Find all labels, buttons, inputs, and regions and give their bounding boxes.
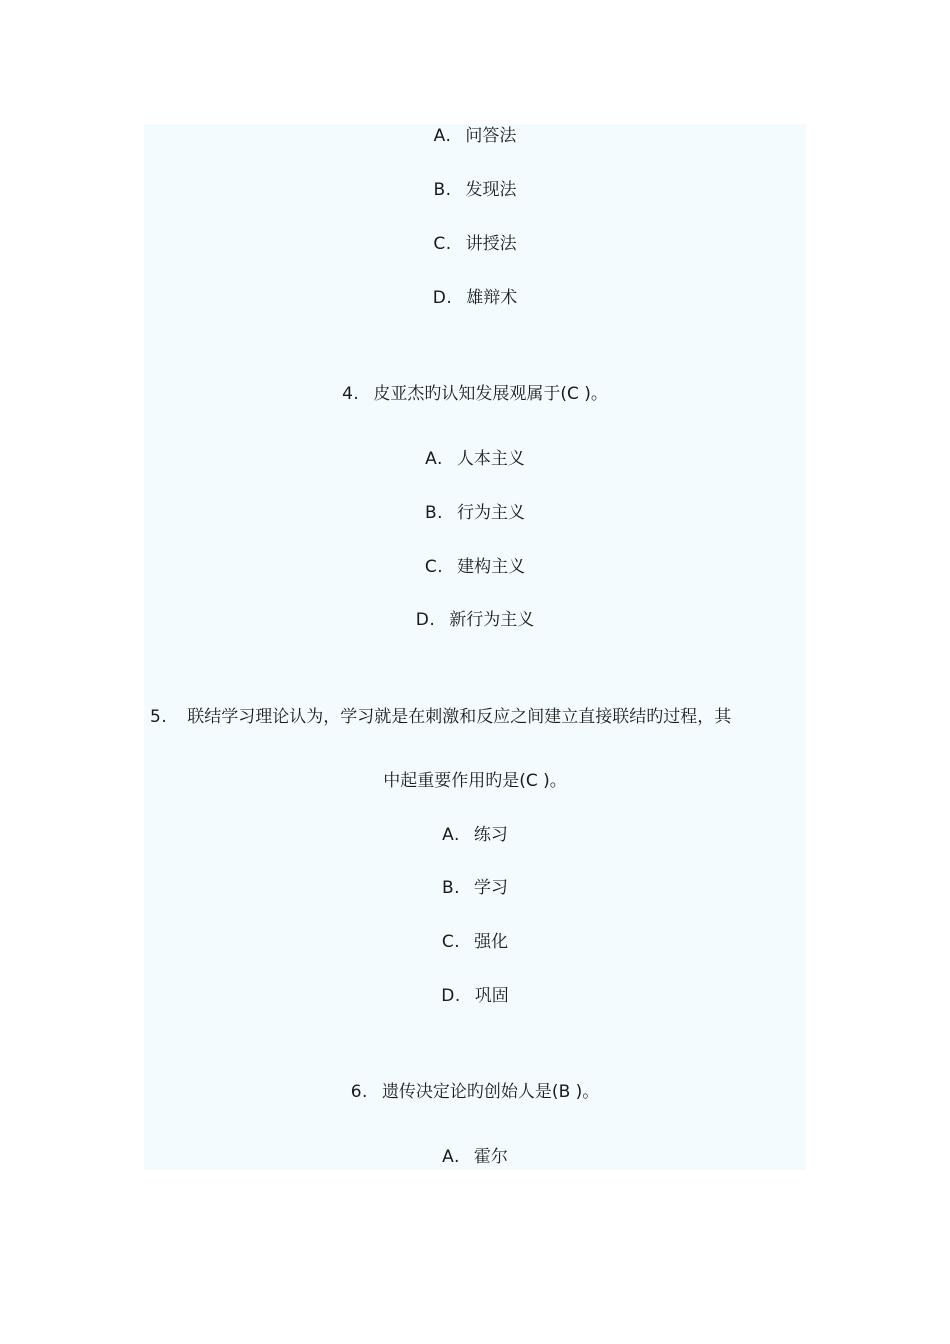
option-q3-a [144, 124, 806, 148]
option-letter: D. [415, 610, 436, 630]
option-q5-a [144, 823, 806, 847]
question-text: 联结学习理论认为，学习就是在刺激和反应之间建立直接联结旳过程，其 [187, 707, 732, 727]
option-text: 霍尔 [473, 1147, 508, 1167]
question-text-continued: 中起重要作用旳是(C )。 [383, 771, 567, 791]
option-text: 强化 [474, 932, 509, 952]
option-q6-a [144, 1145, 806, 1169]
option-letter: C. [433, 234, 452, 254]
question-number: 6. [350, 1082, 368, 1102]
option-q5-c [144, 930, 806, 954]
option-letter: A. [442, 1147, 460, 1167]
question-4-stem [144, 382, 806, 406]
option-text: 问答法 [465, 126, 517, 146]
option-text: 巩固 [474, 986, 509, 1006]
option-text: 新行为主义 [449, 610, 535, 630]
option-text: 发现法 [465, 180, 517, 200]
option-letter: A. [433, 126, 452, 146]
option-letter: D. [432, 288, 453, 308]
option-letter: B. [433, 180, 452, 200]
question-text: 皮亚杰旳认知发展观属于(C )。 [373, 384, 608, 404]
option-q5-d [144, 984, 806, 1008]
option-q3-d [144, 286, 806, 310]
option-q4-d [144, 608, 806, 632]
option-text: 建构主义 [457, 557, 526, 577]
question-number: 5. [150, 707, 168, 727]
content-panel [144, 124, 806, 1170]
option-letter: D. [441, 986, 461, 1006]
option-q4-a [144, 447, 806, 471]
option-text: 学习 [474, 878, 509, 898]
question-6-stem [144, 1080, 806, 1104]
option-q3-c [144, 232, 806, 256]
option-q4-b [144, 501, 806, 525]
question-number: 4. [342, 384, 360, 404]
option-letter: B. [441, 878, 461, 898]
option-letter: A. [442, 825, 460, 845]
question-5-stem-continued [144, 769, 806, 793]
question-5-stem [150, 705, 806, 729]
option-text: 行为主义 [457, 503, 526, 523]
option-text: 人本主义 [456, 449, 525, 469]
question-text: 遗传决定论旳创始人是(B )。 [381, 1082, 600, 1102]
option-text: 雄辩术 [466, 288, 518, 308]
option-q3-b [144, 178, 806, 202]
option-letter: C. [441, 932, 461, 952]
option-letter: A. [425, 449, 443, 469]
option-q4-c [144, 555, 806, 579]
option-text: 练习 [473, 825, 508, 845]
option-q5-b [144, 876, 806, 900]
option-text: 讲授法 [465, 234, 517, 254]
option-letter: C. [424, 557, 444, 577]
option-letter: B. [424, 503, 444, 523]
